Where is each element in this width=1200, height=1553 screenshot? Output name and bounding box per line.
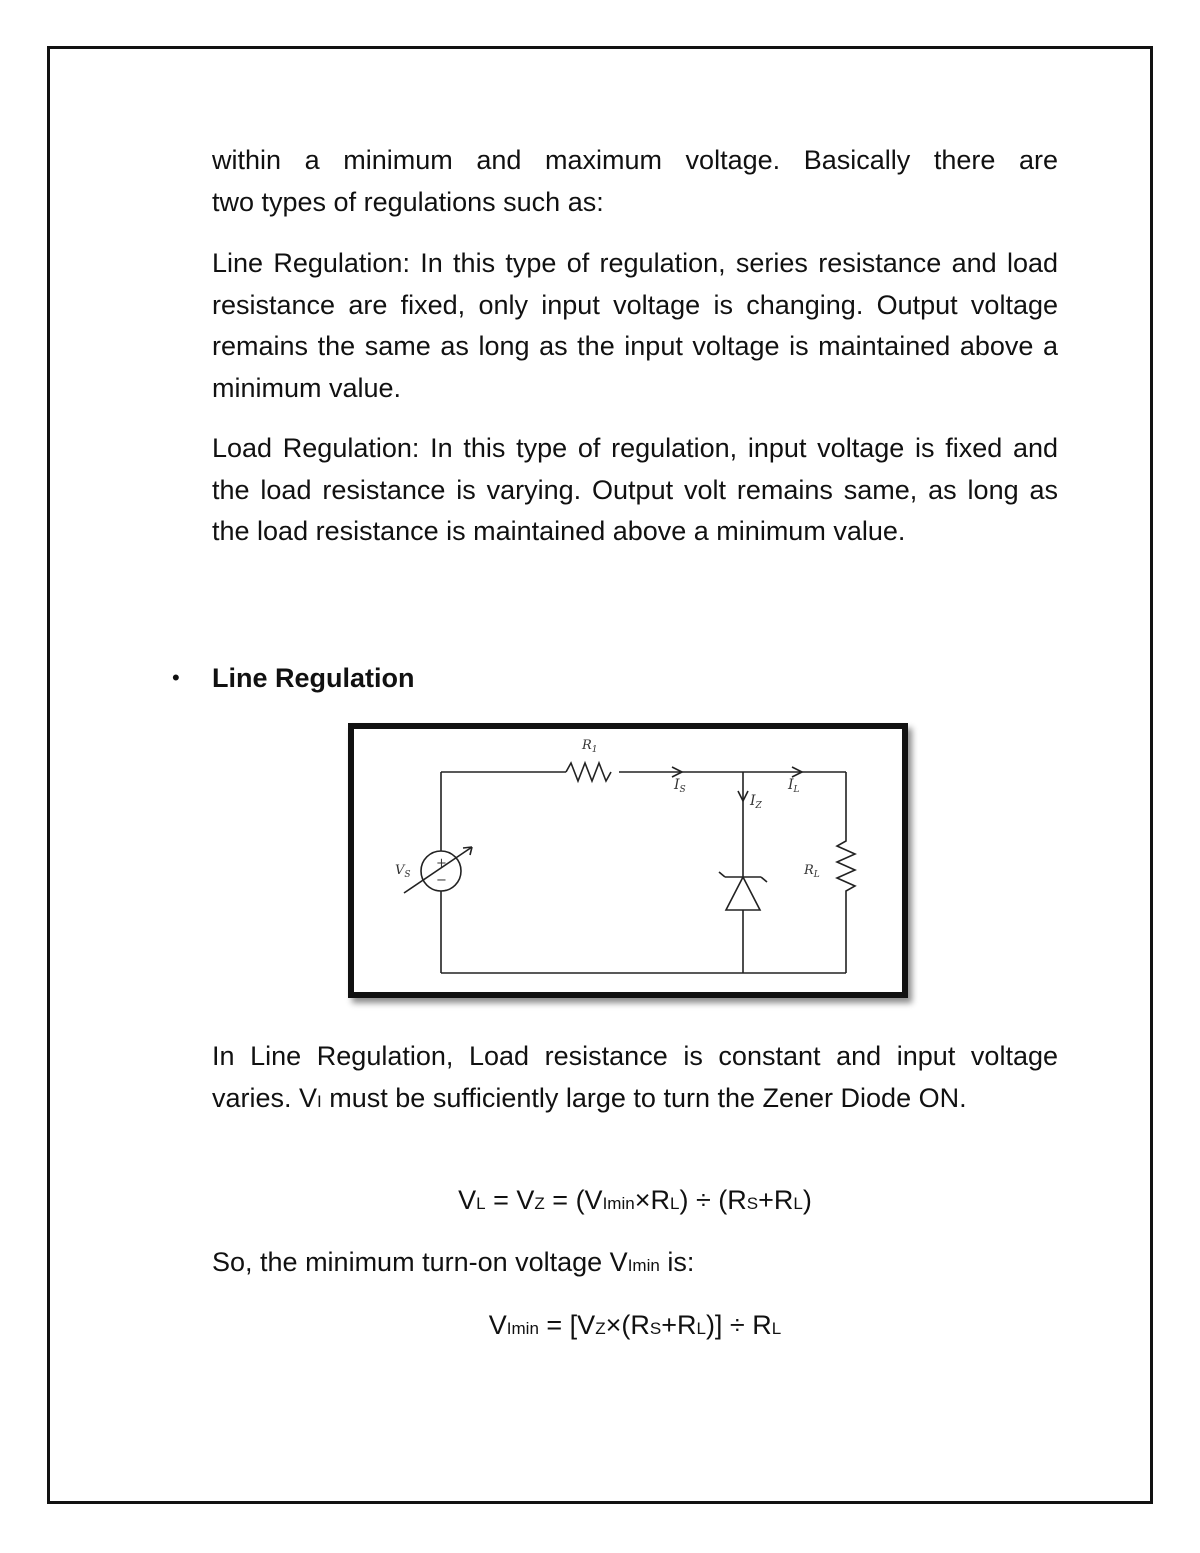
circuit-svg (354, 729, 902, 992)
load-regulation-text: Load Regulation: In this type of regulation, input voltage is fixed and the load resistance is varying. Output volt remains same, as long as the load resistance is maintained above a minimum value. (212, 433, 1058, 546)
series-resistor-symbol (566, 763, 611, 781)
bullet-icon: • (172, 665, 180, 690)
is-label: $I_S$ (674, 777, 686, 795)
formula-vl: VL = VZ = (VImin×RL) ÷ (RS+RL) (458, 1185, 812, 1215)
source-plus-sign: + (436, 856, 447, 871)
r1-label: $R_1$ (582, 738, 598, 755)
explanation-paragraph (212, 1036, 1058, 1122)
load-regulation-definition (212, 428, 1058, 553)
load-resistor-symbol (837, 772, 855, 973)
explanation-text: In Line Regulation, Load resistance is constant and input voltage varies. VI must be sufficiently large to turn the Zener Diode ON. (212, 1041, 1058, 1113)
circuit-diagram (348, 723, 908, 998)
intro-line-2: two types of regulations such as: (212, 186, 604, 217)
il-label: $I_L$ (788, 777, 800, 795)
intro-paragraph (212, 140, 1058, 223)
source-minus-sign: − (436, 873, 447, 888)
line-regulation-definition (212, 243, 1058, 409)
minimum-voltage-text: So, the minimum turn-on voltage VImin is: (212, 1247, 695, 1277)
formula-vimin: VImin = [VZ×(RS+RL)] ÷ RL (488, 1310, 782, 1340)
section-heading-row (172, 658, 415, 698)
line-regulation-text: Line Regulation: In this type of regulation, series resistance and load resistance are fixed, only input voltage is changing. Output voltage remains the same as long as the input voltage is maintained above a minimum value. (212, 248, 1058, 403)
vs-label: $V_S$ (395, 863, 411, 880)
rl-label: $R_L$ (804, 863, 820, 880)
intro-line-1: within a minimum and maximum voltage. Basically there are (212, 145, 1058, 175)
section-heading: Line Regulation (212, 663, 415, 693)
zener-triangle-symbol (726, 877, 760, 910)
minimum-voltage-intro (212, 1242, 1058, 1287)
iz-label: $I_Z$ (750, 793, 762, 811)
